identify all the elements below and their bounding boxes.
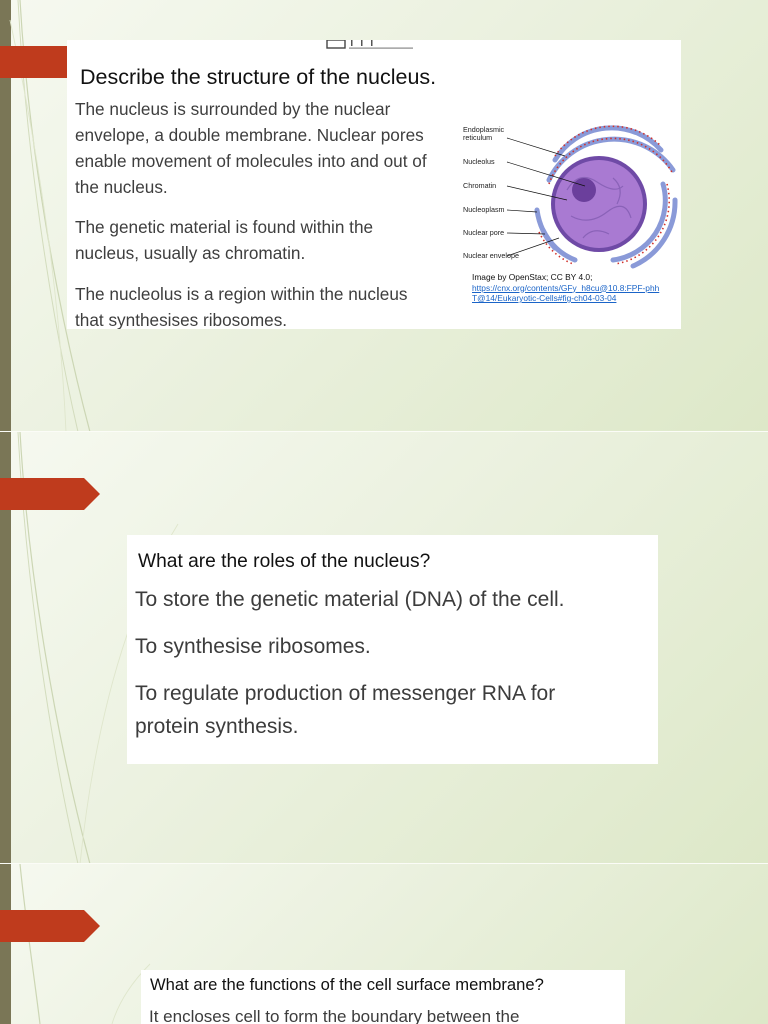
answer-encloses-cell: It encloses cell to form the boundary between the (149, 1007, 520, 1024)
paragraph-nuclear-envelope: The nucleus is surrounded by the nuclear envelope, a double membrane. Nuclear pores enable movement of molecules into and out of the nucleus. (75, 99, 427, 197)
label-nuclear-envelope: Nuclear envelope (463, 251, 519, 260)
slide-3-content-panel (141, 970, 625, 1024)
paragraph-genetic-material: The genetic material is found within the nucleus, usually as chromatin. (75, 217, 374, 263)
slide-2 (0, 432, 768, 864)
nucleus-illustration (463, 120, 679, 270)
slide-arrow-marker (0, 910, 100, 942)
image-credit (472, 272, 659, 304)
slide-2-content-panel (127, 535, 658, 764)
answer-store-genetic-material: To store the genetic material (DNA) of the cell. (135, 588, 565, 611)
logo-icon (325, 40, 419, 50)
label-nucleolus: Nucleolus (463, 157, 495, 166)
paragraph-nucleolus: The nucleolus is a region within the nucleus that synthesises ribosomes. (75, 284, 408, 329)
label-chromatin: Chromatin (463, 181, 497, 190)
label-nuclear-pore: Nuclear pore (463, 228, 505, 237)
slide-heading: Describe the structure of the nucleus. (80, 65, 437, 89)
label-nucleoplasm: Nucleoplasm (463, 205, 505, 214)
slide-question: What are the functions of the cell surface membrane? (150, 975, 544, 994)
slide-question: What are the roles of the nucleus? (138, 551, 431, 572)
slide-1 (0, 0, 768, 432)
label-endoplasmic-reticulum: Endoplasmic reticulum (463, 125, 505, 142)
slide-1-content-panel (67, 40, 681, 329)
credit-link-line-1[interactable]: https://cnx.org/contents/GFy_h8cu@10.8:FPF-phh (472, 282, 660, 293)
credit-text: Image by OpenStax; CC BY 4.0; (472, 272, 593, 282)
nucleus-diagram (463, 120, 679, 270)
credit-link-line-2[interactable]: T@14/Eukaryotic-Cells#fig-ch04-03-04 (472, 293, 617, 303)
answer-synthesise-ribosomes: To synthesise ribosomes. (135, 635, 371, 658)
slide-3 (0, 864, 768, 1024)
slide-arrow-marker (0, 478, 100, 510)
answer-regulate-mrna: To regulate production of messenger RNA for protein synthesis. (135, 682, 556, 738)
